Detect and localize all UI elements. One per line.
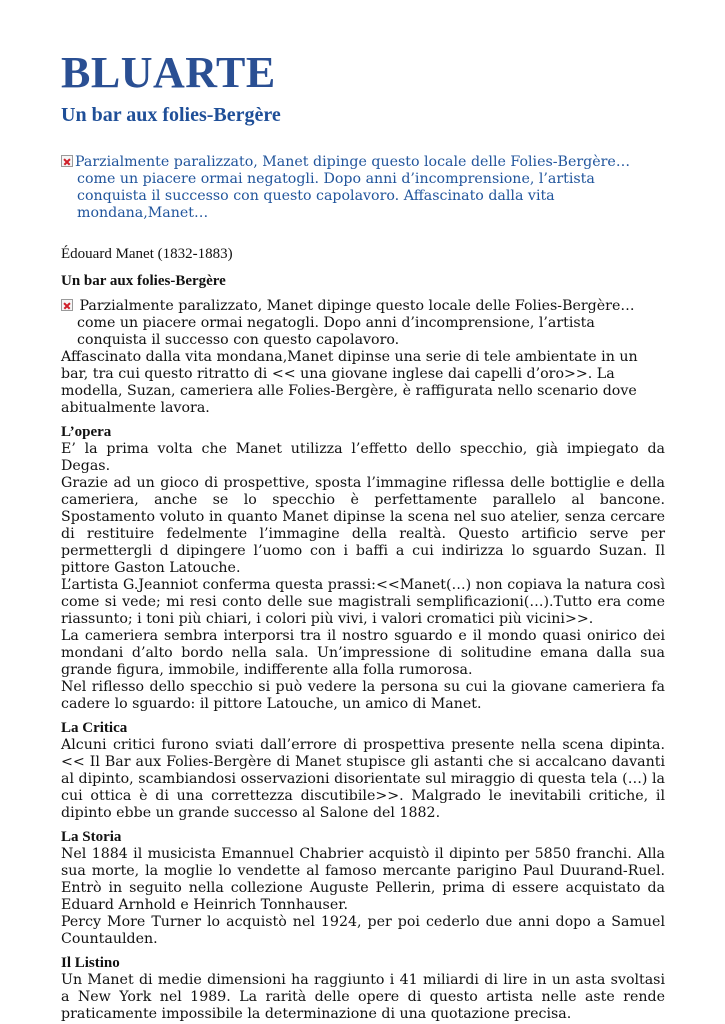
page-content [61,48,665,1023]
section-heading-opera: L’opera [61,424,112,440]
section-storia [61,846,665,948]
opera-paragraph-4: La cameriera sembra interporsi tra il nostro sguardo e il mondo quasi onirico dei mondani d’alto bordo nella sala. Un’impressione di solitudine emana dalla sua grande figura, immobile, indifferente alla folla rumorosa. [61,628,665,678]
opera-paragraph-1: E’ la prima volta che Manet utilizza l’effetto dello specchio, già impiegato da Degas. [61,441,665,474]
post-excerpt[interactable] [61,154,665,222]
excerpt-paragraph[interactable] [61,154,665,222]
storia-paragraph-1: Nel 1884 il musicista Emannuel Chabrier acquistò il dipinto per 5850 franchi. Alla sua morte, la moglie lo vendette al famoso mercante parigino Paul Duurand-Ruel. Entrò in seguito nella collezione Auguste Pellerin, prima di essere acquistato da Eduard Arnhold e Heinrich Tonnhauser. [61,846,665,913]
article-subtitle: Un bar aux folies-Bergère [61,273,226,289]
section-listino [61,972,665,1023]
opera-paragraph-5: Nel riflesso dello specchio si può vedere la persona su cui la giovane cameriera fa cadere lo sguardo: il pittore Latouche, un amico di Manet. [61,679,665,712]
site-title[interactable]: BLUARTE [61,48,276,97]
section-heading-storia: La Storia [61,829,122,845]
opera-paragraph-2: Grazie ad un gioco di prospettive, sposta l’immagine riflessa delle bottiglie e della cameriera, anche se lo specchio è perfettamente parallelo al bancone. Spostamento voluto in quanto Manet dipinse la scena nel suo atelier, senza cercare di restituire fedelmente l’immagine della realtà. Questo artificio serve per permettergli d dipingere l’uomo con i baffi a cui indirizza lo sguardo Suzan. Il pittore Gaston Latouche. [61,475,665,576]
broken-image-icon [61,155,73,167]
article-intro [61,298,665,417]
author-line: Édouard Manet (1832-1883) [61,246,233,262]
intro-paragraph-1 [61,298,665,349]
section-opera [61,441,665,713]
intro-paragraph-2: Affascinato dalla vita mondana,Manet dipinse una serie di tele ambientate in un bar, tra cui questo ritratto di << una giovane inglese dai capelli d’oro>>. La modella, Suzan, cameriera alle Folies-Bergère, è raffigurata nello scenario dove abitualmente lavora. [61,349,638,416]
intro-text-1: Parzialmente paralizzato, Manet dipinge questo locale delle Folies-Bergère… come un piacere ormai negatogli. Dopo anni d’incomprensione, l’artista conquista il successo con questo capolavoro. [77,298,635,348]
section-heading-listino: Il Listino [61,955,120,971]
post-title[interactable]: Un bar aux folies-Bergère [61,104,281,126]
excerpt-text: Parzialmente paralizzato, Manet dipinge questo locale delle Folies-Bergère… come un piacere ormai negatogli. Dopo anni d’incomprensione, l’artista conquista il successo con questo capolavoro. Affascinato dalla vita mondana,Manet… [75,154,631,221]
listino-paragraph-1: Un Manet di medie dimensioni ha raggiunto i 41 miliardi di lire in un asta svoltasi a New York nel 1989. La rarità delle opere di questo artista nelle aste rende praticamente impossibile la determinazione di una quotazione precisa. [61,972,665,1022]
section-heading-critica: La Critica [61,720,128,736]
storia-paragraph-2: Percy More Turner lo acquistò nel 1924, per poi cederlo due anni dopo a Samuel Countaulden. [61,914,665,947]
opera-paragraph-3: L’artista G.Jeanniot conferma questa prassi:<<Manet(…) non copiava la natura così come si vede; mi resi conto delle sue magistrali semplificazioni(…).Tutto era come riassunto; i toni più chiari, i colori più vivi, i valori cromatici più vicini>>. [61,577,665,627]
broken-image-icon [61,299,73,311]
critica-paragraph-1: Alcuni critici furono sviati dall’errore di prospettiva presente nella scena dipinta. << Il Bar aux Folies-Bergère di Manet stupisce gli astanti che si accalcano davanti al dipinto, scambiandosi osservazioni disorientate sul miraggio di questa tela (…) la cui ottica è di una correttezza discutibile>>. Malgrado le inevitabili critiche, il dipinto ebbe un grande successo al Salone del 1882. [61,737,665,821]
section-critica [61,737,665,822]
